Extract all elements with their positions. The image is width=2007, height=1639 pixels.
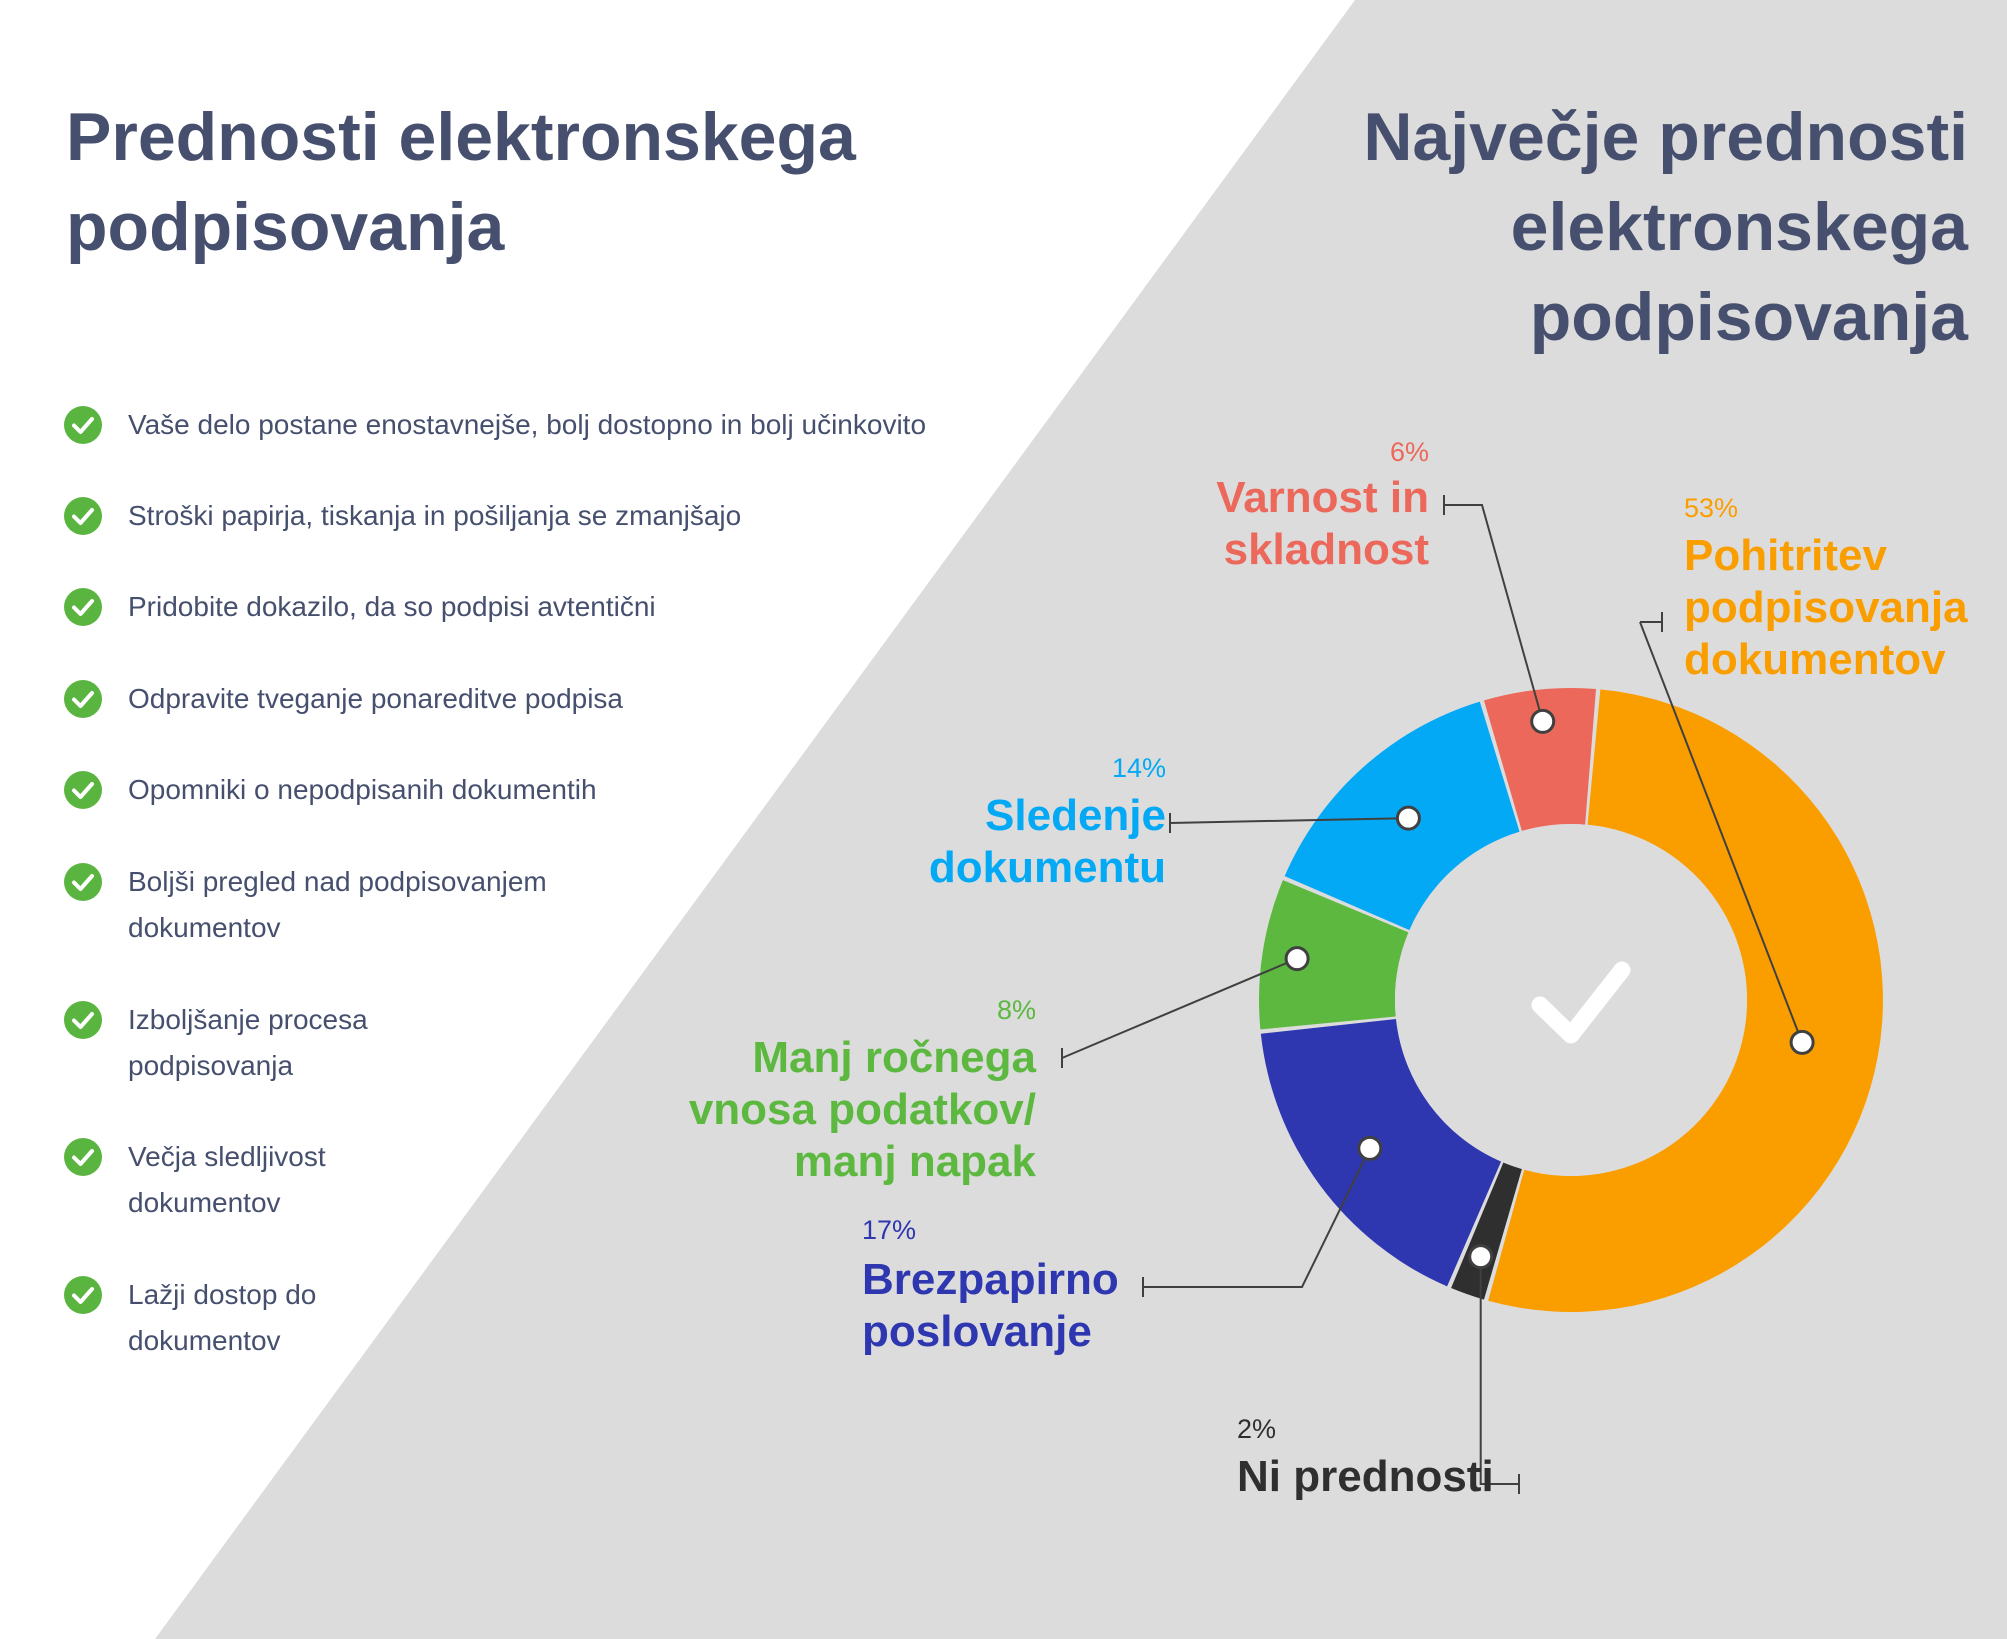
benefit-line: dokumentov [128,1187,281,1218]
label-manj [689,1032,1036,1188]
label-line: Sledenje [985,791,1166,840]
benefit-line: Opomniki o nepodpisanih dokumentih [128,774,597,805]
leader-dot-ni [1470,1246,1492,1268]
label-line: poslovanje [862,1307,1092,1356]
label-pohitritev [1684,530,1968,686]
benefit-line: Stroški papirja, tiskanja in pošiljanja se zmanjšajo [128,500,742,531]
label-line: manj napak [793,1137,1036,1186]
benefit-line: Vaše delo postane enostavnejše, bolj dostopno in bolj učinkovito [128,409,927,440]
label-line: Varnost in [1216,473,1429,522]
right-title-line: elektronskega [1510,189,1968,265]
leader-dot-manj [1286,948,1308,970]
left-title-line: podpisovanja [66,189,505,265]
percent-label-manj: 8% [996,995,1036,1025]
left-title-line: Prednosti elektronskega [66,99,856,175]
percent-label-pohitritev: 53% [1684,493,1739,523]
percent-label-brezpapirno: 17% [862,1215,917,1245]
right-title-line: podpisovanja [1529,279,1968,355]
leader-line-varnost [1444,505,1543,721]
percent-label-sledenje: 14% [1111,753,1166,783]
right-title-line: Največje prednosti [1363,99,1968,175]
label-sledenje [929,790,1166,894]
leader-dot-pohitritev [1791,1031,1813,1053]
leader-dot-sledenje [1397,807,1419,829]
benefit-line: dokumentov [128,1325,281,1356]
benefit-line: dokumentov [128,912,281,943]
leader-dot-brezpapirno [1359,1137,1381,1159]
label-line: Ni prednosti [1237,1452,1494,1501]
benefit-line: Odpravite tveganje ponareditve podpisa [128,683,624,714]
label-line: Manj ročnega [752,1033,1036,1082]
label-line: dokumentu [928,843,1166,892]
benefit-line: Lažji dostop do [128,1279,317,1310]
donut-hole [1395,824,1747,1176]
label-line: podpisovanja [1684,583,1968,632]
benefit-line: Izboljšanje procesa [128,1004,368,1035]
label-line: vnosa podatkov/ [688,1085,1036,1134]
percent-label-varnost: 6% [1389,437,1429,467]
label-brezpapirno [862,1254,1119,1358]
label-line: skladnost [1223,525,1429,574]
label-line: Pohitritev [1684,531,1887,580]
label-ni [1237,1451,1494,1503]
donut-slices [1259,688,1883,1312]
label-line: dokumentov [1684,635,1946,684]
label-varnost [1216,472,1429,576]
percent-label-ni: 2% [1237,1414,1277,1444]
benefit-line: Večja sledljivost [128,1141,326,1172]
benefit-line: Boljši pregled nad podpisovanjem [128,866,547,897]
benefit-line: Pridobite dokazilo, da so podpisi avtentični [128,591,656,622]
benefit-line: podpisovanja [128,1050,294,1081]
leader-dot-varnost [1532,710,1554,732]
label-line: Brezpapirno [862,1255,1119,1304]
